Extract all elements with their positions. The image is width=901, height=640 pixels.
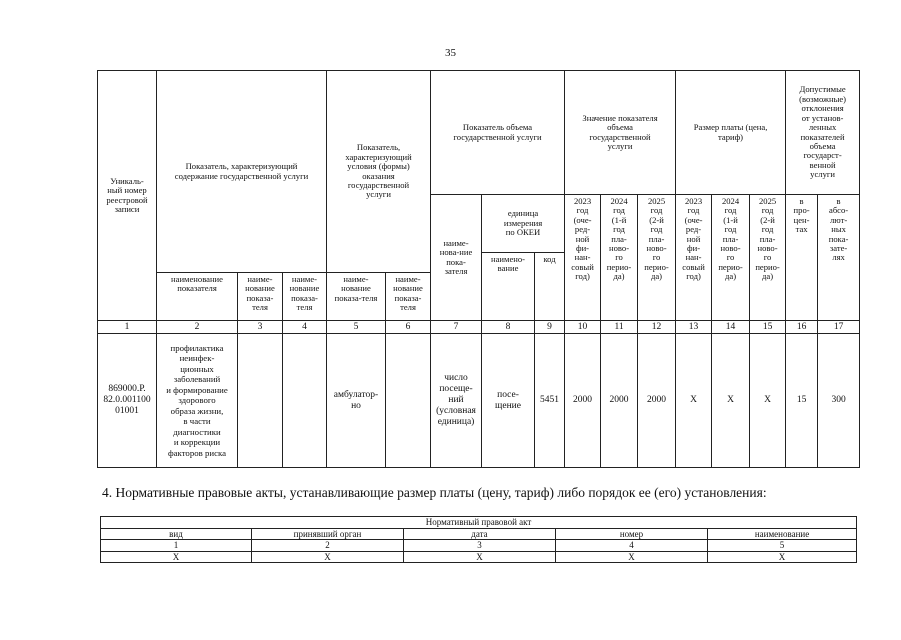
page-number: 35 [445, 47, 456, 59]
column-number: 1 [98, 321, 157, 334]
header-content-indicator-3: наиме- нование показа- теля [283, 273, 327, 321]
cell-fee-2023: X [676, 334, 712, 468]
cell-value-2023: 2000 [565, 334, 601, 468]
legal-act-column-number: 5 [708, 540, 857, 552]
cell-condition-2 [386, 334, 431, 468]
cell-condition: амбулатор- но [327, 334, 386, 468]
legal-act-cell: X [101, 551, 252, 563]
header-fee-2025: 2025 год (2-й год пла- ново- го перио- да) [750, 195, 786, 321]
header-content-group: Показатель, характеризующий содержание государственной услуги [157, 71, 327, 273]
column-number: 7 [431, 321, 482, 334]
legal-act-column-number: 4 [556, 540, 708, 552]
header-fee-group: Размер платы (цена, тариф) [676, 71, 786, 195]
legal-act-column-header: номер [556, 528, 708, 540]
cell-registry-number: 869000.Р. 82.0.001100 01001 [98, 334, 157, 468]
header-content-indicator-2: наиме- нование показа- теля [238, 273, 283, 321]
cell-volume-indicator: число посеще- ний (условная единица) [431, 334, 482, 468]
legal-act-column-header: наименование [708, 528, 857, 540]
column-number: 13 [676, 321, 712, 334]
column-number: 10 [565, 321, 601, 334]
column-number: 17 [818, 321, 860, 334]
header-fee-2024: 2024 год (1-й год пла- ново- го перио- да) [712, 195, 750, 321]
cell-unit-name: посе- щение [482, 334, 535, 468]
legal-act-column-header: дата [404, 528, 556, 540]
header-conditions-group: Показатель, характеризующий условия (формы) оказания государственной услуги [327, 71, 431, 273]
column-number: 3 [238, 321, 283, 334]
header-deviation-absolute: в абсо- лют- ных пока- зате- лях [818, 195, 860, 321]
section-4-heading: 4. Нормативные правовые акты, устанавливающие размер платы (цену, тариф) либо порядок ее (его) установления: [102, 485, 767, 500]
column-number: 15 [750, 321, 786, 334]
header-condition-indicator-1: наиме- нование показа-теля [327, 273, 386, 321]
column-number: 6 [386, 321, 431, 334]
header-condition-indicator-2: наиме- нование показа- теля [386, 273, 431, 321]
cell-fee-2025: X [750, 334, 786, 468]
header-value-2025: 2025 год (2-й год пла- ново- го перио- да) [638, 195, 676, 321]
legal-act-cell: X [708, 551, 857, 563]
legal-act-column-header: вид [101, 528, 252, 540]
legal-act-table-title: Нормативный правовой акт [101, 517, 857, 529]
header-unit-code: код [535, 253, 565, 321]
cell-deviation-percent: 15 [786, 334, 818, 468]
cell-fee-2024: X [712, 334, 750, 468]
header-value-2024: 2024 год (1-й год пла- ново- го перио- да) [601, 195, 638, 321]
legal-act-cell: X [404, 551, 556, 563]
column-number: 11 [601, 321, 638, 334]
cell-deviation-absolute: 300 [818, 334, 860, 468]
legal-act-column-number: 2 [252, 540, 404, 552]
header-deviation-percent: в про- цен- тах [786, 195, 818, 321]
header-unit-name: наимено- вание [482, 253, 535, 321]
cell-content-indicator: профилактика неинфек- ционных заболеваний и формирование здорового образа жизни, в части диагностики и коррекции факторов риска [157, 334, 238, 468]
service-volume-table [97, 70, 860, 468]
column-number: 4 [283, 321, 327, 334]
column-number: 14 [712, 321, 750, 334]
column-number: 2 [157, 321, 238, 334]
column-number: 8 [482, 321, 535, 334]
header-value-group: Значение показателя объема государственной услуги [565, 71, 676, 195]
legal-act-column-number: 1 [101, 540, 252, 552]
cell-value-2024: 2000 [601, 334, 638, 468]
cell-value-2025: 2000 [638, 334, 676, 468]
legal-act-cell: X [252, 551, 404, 563]
legal-act-cell: X [556, 551, 708, 563]
header-volume-indicator-name: наиме- нова-ние пока- зателя [431, 195, 482, 321]
column-number: 16 [786, 321, 818, 334]
header-volume-group: Показатель объема государственной услуги [431, 71, 565, 195]
header-value-2023: 2023 год (оче- ред- ной фи- нан- совый год) [565, 195, 601, 321]
cell-content-indicator-2 [238, 334, 283, 468]
column-number: 12 [638, 321, 676, 334]
header-content-indicator-name: наименование показателя [157, 273, 238, 321]
header-deviation-group: Допустимые (возможные) отклонения от установ- ленных показателей объема государст- венной услуги [786, 71, 860, 195]
header-unit-okei: единица измерения по ОКЕИ [482, 195, 565, 253]
header-registry-number: Уникаль- ный номер реестровой записи [98, 71, 157, 321]
cell-content-indicator-3 [283, 334, 327, 468]
column-number: 5 [327, 321, 386, 334]
legal-act-column-header: принявший орган [252, 528, 404, 540]
legal-acts-table [100, 516, 857, 563]
header-fee-2023: 2023 год (оче- ред- ной фи- нан- совый год) [676, 195, 712, 321]
legal-act-column-number: 3 [404, 540, 556, 552]
column-number: 9 [535, 321, 565, 334]
cell-unit-code: 5451 [535, 334, 565, 468]
